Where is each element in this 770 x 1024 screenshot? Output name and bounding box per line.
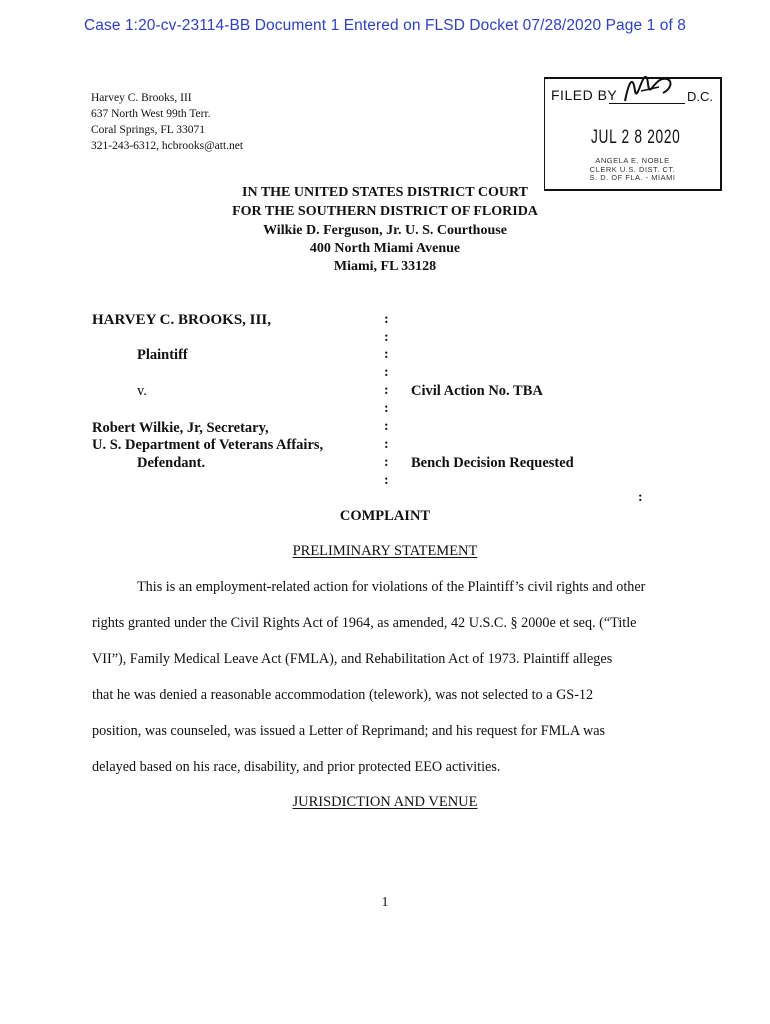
preliminary-statement-text: PRELIMINARY STATEMENT xyxy=(292,543,478,559)
civil-action-number: Civil Action No. TBA xyxy=(411,383,543,399)
stray-colon: : xyxy=(638,490,643,505)
courthouse-name: Wilkie D. Ferguson, Jr. U. S. Courthouse xyxy=(263,223,507,238)
stamp-clerk-line: ANGELA E. NOBLE xyxy=(595,156,670,165)
caption-colon: : xyxy=(384,383,389,398)
clerk-signature xyxy=(619,71,679,107)
caption-colon: : xyxy=(384,312,389,327)
address-street: 637 North West 99th Terr. xyxy=(91,108,211,120)
address-city: Coral Springs, FL 33071 xyxy=(91,124,205,136)
paragraph-line: rights granted under the Civil Rights Act of 1964, as amended, 42 U.S.C. § 2000e et seq. (“Title xyxy=(92,615,637,631)
caption-colon: : xyxy=(384,419,389,434)
stamp-filed-by: FILED BY xyxy=(551,87,618,103)
stamp-clerk xyxy=(545,157,720,183)
courthouse-street: 400 North Miami Avenue xyxy=(309,241,461,256)
page-number: 1 xyxy=(381,895,389,910)
stamp-date: JUL 2 8 2020 xyxy=(591,127,681,148)
stamp-dc: D.C. xyxy=(687,89,713,104)
plaintiff-address-block xyxy=(91,90,243,154)
paragraph-line: This is an employment-related action for violations of the Plaintiff’s civil rights and other xyxy=(137,579,646,595)
address-contact: 321-243-6312, hcbrooks@att.net xyxy=(91,140,244,152)
caption-colon: : xyxy=(384,473,389,488)
filed-stamp xyxy=(544,77,722,191)
caption-colon: : xyxy=(384,347,389,362)
preliminary-statement-heading xyxy=(0,543,770,560)
caption-colon: : xyxy=(384,401,389,416)
defendant-agency: U. S. Department of Veterans Affairs, xyxy=(92,437,324,453)
court-district-line: FOR THE SOUTHERN DISTRICT OF FLORIDA xyxy=(232,204,538,219)
caption-colon: : xyxy=(384,455,389,470)
docket-header: Case 1:20-cv-23114-BB Document 1 Entered on FLSD Docket 07/28/2020 Page 1 of 8 xyxy=(83,17,687,34)
defendant-name: Robert Wilkie, Jr, Secretary, xyxy=(92,420,269,436)
caption-colon: : xyxy=(384,330,389,345)
jurisdiction-heading xyxy=(0,794,770,811)
court-name-line: IN THE UNITED STATES DISTRICT COURT xyxy=(242,185,528,200)
address-name: Harvey C. Brooks, III xyxy=(91,92,192,104)
jurisdiction-heading-text: JURISDICTION AND VENUE xyxy=(292,794,478,810)
plaintiff-label: Plaintiff xyxy=(137,347,188,363)
plaintiff-name: HARVEY C. BROOKS, III, xyxy=(92,312,271,328)
caption-colon: : xyxy=(384,365,389,380)
stamp-clerk-line: CLERK U.S. DIST. CT. xyxy=(589,164,676,174)
defendant-label: Defendant. xyxy=(137,455,206,471)
stamp-clerk-line: S. D. OF FLA. - MIAMI xyxy=(589,173,676,182)
paragraph-line: delayed based on his race, disability, and prior protected EEO activities. xyxy=(92,759,501,775)
paragraph-line: position, was counseled, was issued a Letter of Reprimand; and his request for FMLA was xyxy=(92,723,606,739)
paragraph-line: VII”), Family Medical Leave Act (FMLA), and Rehabilitation Act of 1973. Plaintiff alleges xyxy=(92,651,613,667)
caption-colon: : xyxy=(384,437,389,452)
paragraph-line: that he was denied a reasonable accommodation (telework), was not selected to a GS-12 xyxy=(92,687,594,703)
complaint-title: COMPLAINT xyxy=(339,508,431,524)
bench-decision-requested: Bench Decision Requested xyxy=(411,455,574,471)
courthouse-city: Miami, FL 33128 xyxy=(333,259,437,274)
versus-label: v. xyxy=(137,383,147,399)
